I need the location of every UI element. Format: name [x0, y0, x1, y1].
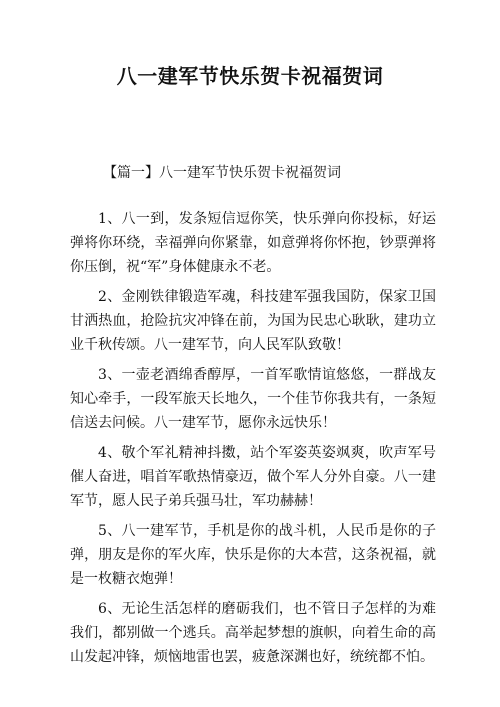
paragraph-line: 你压倒，祝“军”身体健康永不老。 [70, 259, 281, 275]
paragraph-line: 6、无论生活怎样的磨砺我们，也不管日子怎样的为难 [98, 601, 436, 617]
paragraph [70, 519, 436, 591]
document-title: 八一建军节快乐贺卡祝福贺词 [116, 64, 384, 88]
paragraph [70, 363, 436, 435]
paragraph [70, 285, 436, 357]
paragraph [70, 597, 436, 669]
paragraph-line: 知心牵手，一段军旅天长地久，一个佳节你我共有，一条短 [70, 391, 436, 407]
paragraph-line: 弹，朋友是你的军火库，快乐是你的大本营，这条祝福，就 [70, 547, 436, 563]
paragraph-line: 是一枚糖衣炮弹！ [70, 571, 182, 587]
paragraph [70, 207, 436, 279]
document-body [70, 207, 436, 675]
paragraph-line: 业千秋传颂。八一建军节，向人民军队致敬！ [70, 337, 350, 353]
paragraph-line: 3、一壶老酒绵香醇厚，一首军歌情谊悠悠，一群战友 [98, 367, 436, 383]
paragraph-line: 山发起冲锋，烦恼地雷也罢，疲惫深渊也好，统统都不怕。 [70, 649, 434, 665]
paragraph-line: 1、八一到，发条短信逗你笑，快乐弹向你投标，好运 [98, 211, 436, 227]
paragraph-line: 军节，愿人民子弟兵强马壮，军功赫赫！ [70, 493, 322, 509]
paragraph [70, 441, 436, 513]
paragraph-line: 弹将你环绕，幸福弹向你紧靠，如意弹将你怀抱，钞票弹将 [70, 235, 436, 251]
paragraph-line: 2、金刚铁律锻造军魂，科技建军强我国防，保家卫国 [98, 289, 436, 305]
paragraph-line: 催人奋进，唱首军歌热情豪迈，做个军人分外自豪。八一建 [70, 469, 436, 485]
paragraph-line: 我们，都别做一个逃兵。高举起梦想的旗帜，向着生命的高 [70, 625, 436, 641]
paragraph-line: 信送去问候。八一建军节，愿你永远快乐！ [70, 415, 336, 431]
paragraph-line: 甘洒热血，抢险抗灾冲锋在前，为国为民忠心耿耿，建功立 [70, 313, 436, 329]
section-heading: 【篇一】八一建军节快乐贺卡祝福贺词 [103, 165, 341, 181]
paragraph-line: 5、八一建军节，手机是你的战斗机，人民币是你的子 [98, 523, 436, 539]
paragraph-line: 4、敬个军礼精神抖擞，站个军姿英姿飒爽，吹声军号 [98, 445, 436, 461]
